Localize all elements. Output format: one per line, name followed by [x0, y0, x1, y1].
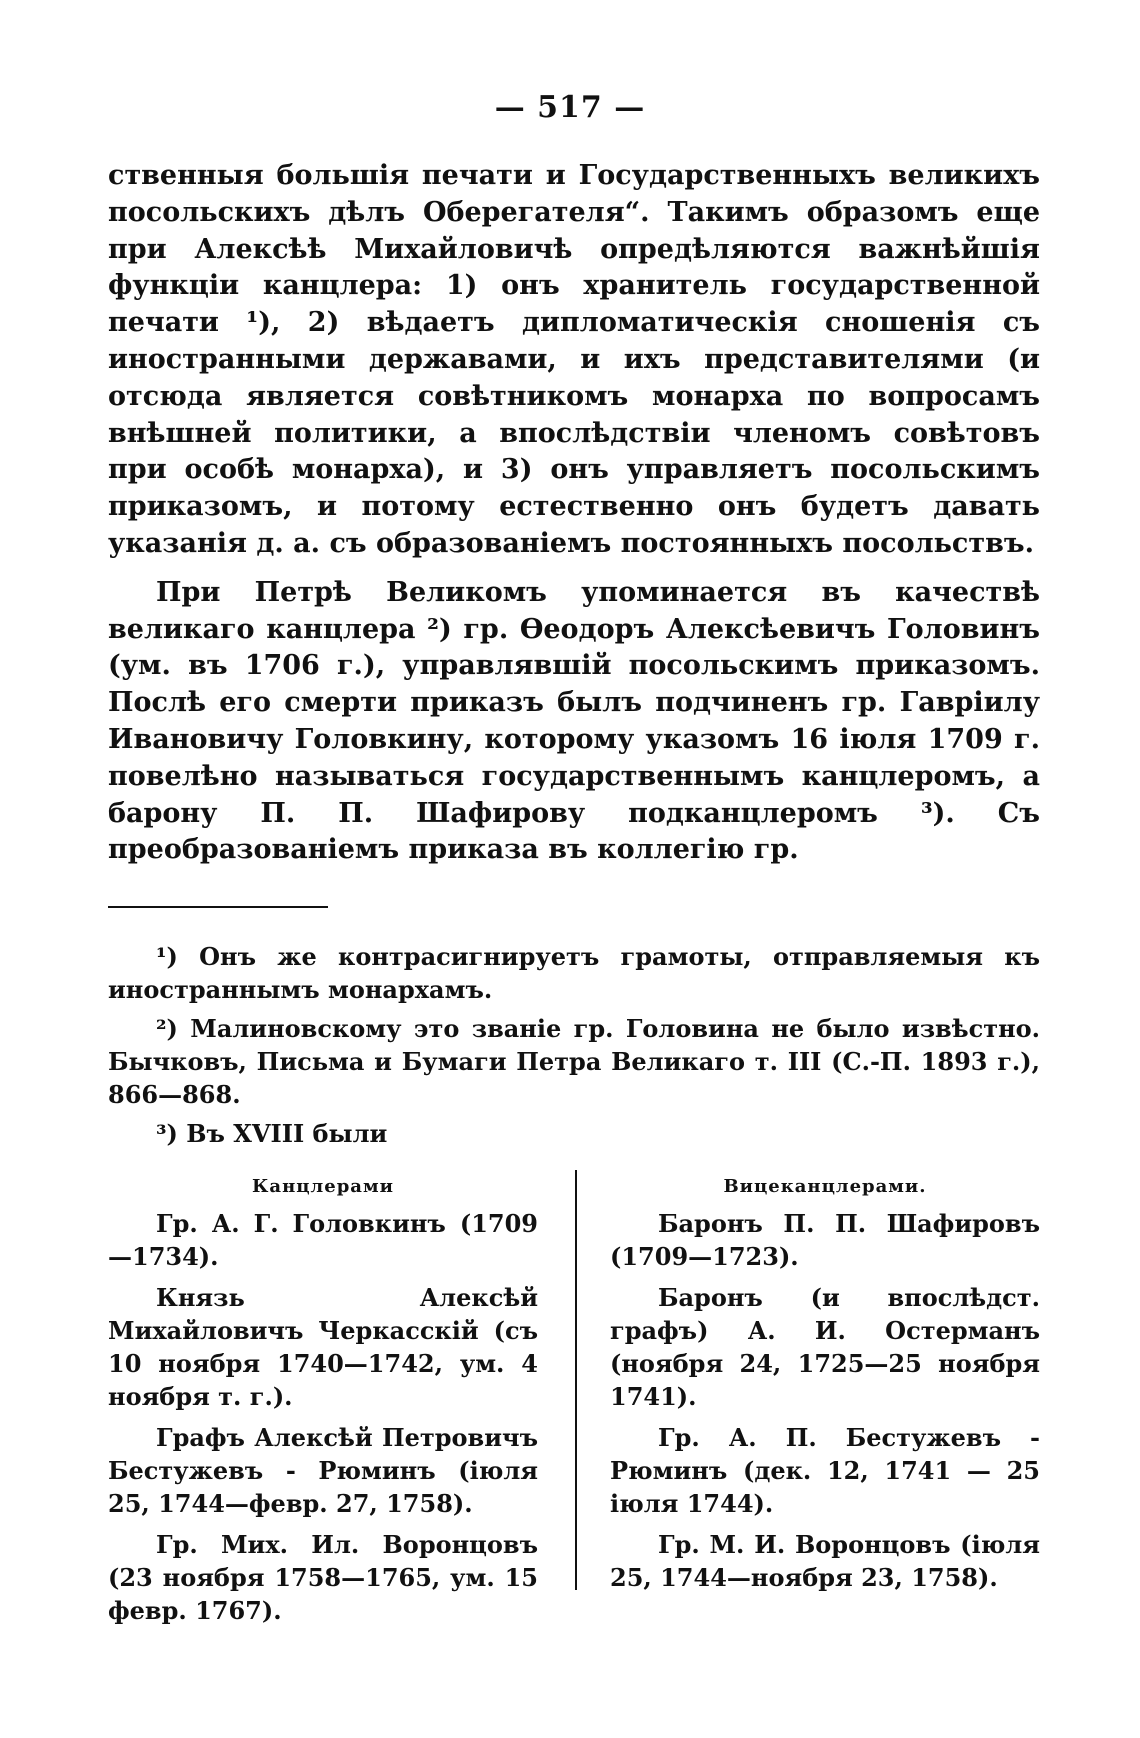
chancellor-entry: Гр. Мих. Ил. Воронцовъ (23 ноября 1758—1765, ум. 15 февр. 1767). [108, 1530, 538, 1625]
vice-chancellors-column [610, 1170, 1040, 1602]
footnote-1: ¹) Онъ же контрасигнируетъ грамоты, отправляемыя къ иностраннымъ монархамъ. [108, 942, 1040, 1004]
column-divider [575, 1170, 577, 1590]
chancellors-column [108, 1170, 538, 1635]
main-text [108, 158, 1040, 869]
vice-chancellor-entry: Баронъ П. П. Шафировъ (1709—1723). [610, 1209, 1040, 1271]
paragraph-2: При Петрѣ Великомъ упоминается въ качествѣ великаго канцлера ²) гр. Ѳеодоръ Алексѣевичъ Головинъ (ум. въ 1706 г.), управлявшій посольскимъ приказомъ. Послѣ его смерти приказъ былъ подчиненъ гр. Гавріилу Ивановичу Головкину, которому указомъ 16 іюля 1709 г. повелѣно называться государственнымъ канцлеромъ, а барону П. П. Шафирову подканцлеромъ ³). Съ преобразованіемъ приказа въ коллегію гр. [108, 576, 1040, 866]
vice-chancellors-heading: Вицеканцлерами. [723, 1176, 927, 1197]
page-number: — 517 — [494, 90, 646, 125]
footnote-columns [108, 1170, 1040, 1625]
chancellor-entry: Графъ Алексѣй Петровичъ Бестужевъ - Рюминъ (іюля 25, 1744—февр. 27, 1758). [108, 1423, 538, 1518]
chancellors-heading: Канцлерами [252, 1176, 394, 1197]
footnotes [108, 940, 1040, 1156]
chancellor-entry: Гр. А. Г. Головкинъ (1709—1734). [108, 1209, 538, 1271]
footnote-3: ³) Въ XVIII были [156, 1119, 388, 1148]
vice-chancellor-entry: Гр. М. И. Воронцовъ (іюля 25, 1744—ноября 23, 1758). [610, 1530, 1040, 1592]
vice-chancellor-entry: Гр. А. П. Бестужевъ - Рюминъ (дек. 12, 1741 — 25 іюля 1744). [610, 1423, 1040, 1518]
footnote-rule [108, 906, 328, 908]
vice-chancellor-entry: Баронъ (и впослѣдст. графъ) А. И. Остерманъ (ноября 24, 1725—25 ноября 1741). [610, 1283, 1040, 1411]
footnote-2: ²) Малиновскому это званіе гр. Головина не было извѣстно. Бычковъ, Письма и Бумаги Петра Великаго т. III (С.-П. 1893 г.), 866—868. [108, 1014, 1040, 1109]
paragraph-1: ственныя большія печати и Государственныхъ великихъ посольскихъ дѣлъ Оберегателя“. Такимъ образомъ еще при Алексѣѣ Михайловичѣ опредѣляются важнѣйшія функціи канцлера: 1) онъ хранитель государственной печати ¹), 2) вѣдаетъ дипломатическія сношенія съ иностранными державами, и ихъ представителями (и отсюда является совѣтникомъ монарха по вопросамъ внѣшней политики, а впослѣдствіи членомъ совѣтовъ при особѣ монарха), и 3) онъ управляетъ посольскимъ приказомъ, и потому естественно онъ будетъ давать указанія д. а. съ образованіемъ постоянныхъ посольствъ. [108, 160, 1040, 559]
chancellor-entry: Князь Алексѣй Михайловичъ Черкасскій (съ 10 ноября 1740—1742, ум. 4 ноября т. г.). [108, 1283, 538, 1411]
